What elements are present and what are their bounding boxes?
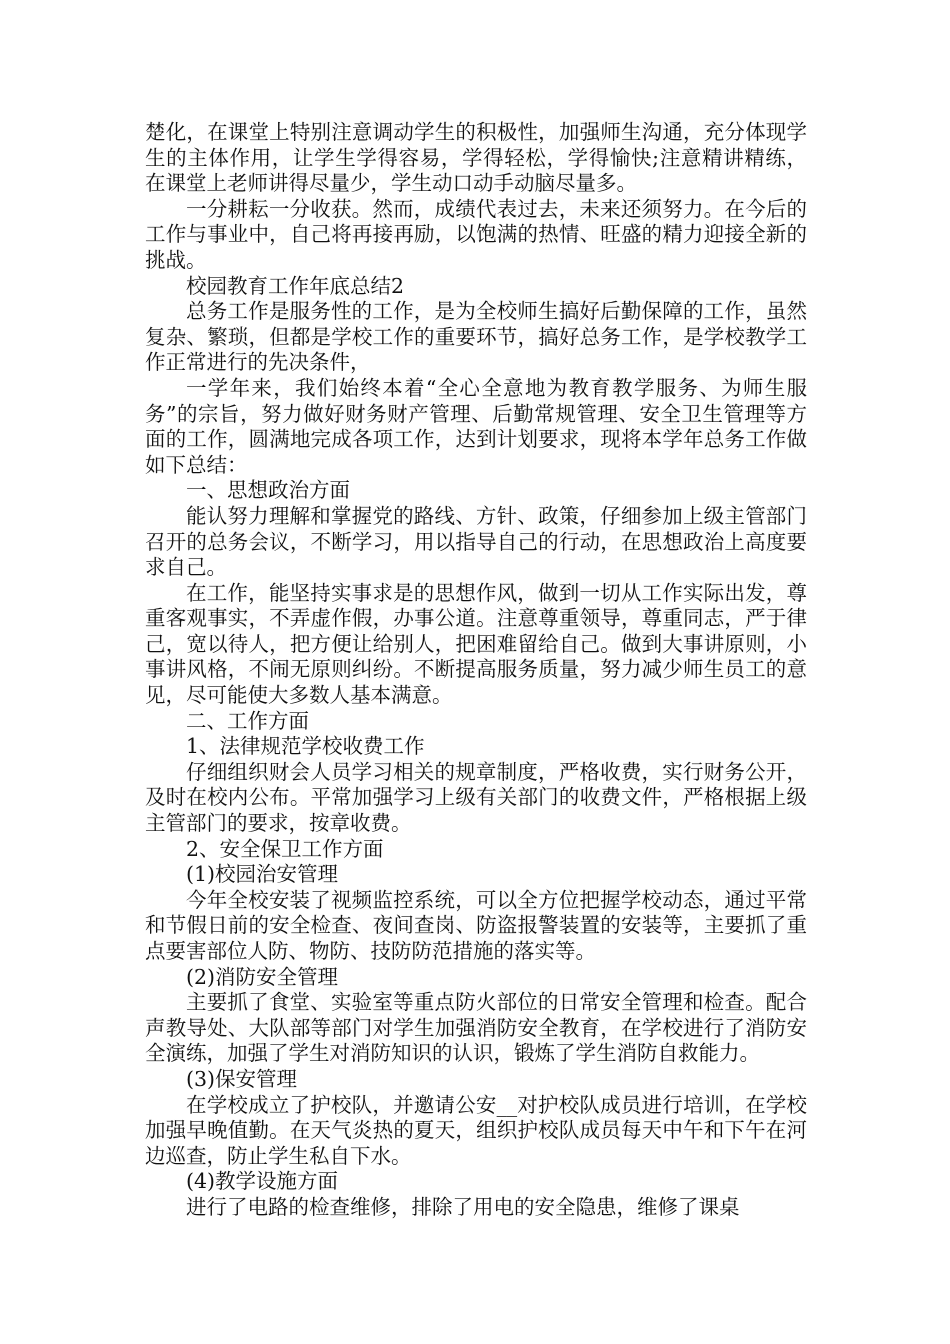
paragraph-fire-safety: 主要抓了食堂、实验室等重点防火部位的日常安全管理和检查。配合声教导处、大队部等部门对学生加强消防安全教育，在学校进行了消防安全演练，加强了学生对消防知识的认识，锻炼了学生消防自救能力。 xyxy=(145,990,807,1066)
paragraph-summary: 一学年来，我们始终本着“全心全意地为教育教学服务、为师生服务”的宗旨，努力做好财务财产管理、后勤常规管理、安全卫生管理等方面的工作，圆满地完成各项工作，达到计划要求，现将本学年总务工作做如下总结： xyxy=(145,375,807,477)
heading-facilities: (4)教学设施方面 xyxy=(186,1169,339,1194)
paragraph-campus-security: 今年全校安装了视频监控系统，可以全方位把握学校动态，通过平常和节假日前的安全检查、夜间查岗、防盗报警装置的安装等，主要抓了重点要害部位人防、物防、技防防范措施的落实等。 xyxy=(145,887,807,963)
document-page xyxy=(145,120,807,1221)
heading-safety: 2、安全保卫工作方面 xyxy=(186,836,384,861)
paragraph-intro: 总务工作是服务性的工作，是为全校师生搞好后勤保障的工作，虽然复杂、繁琐，但都是学校工作的重要环节，搞好总务工作，是学校教学工作正常进行的先决条件， xyxy=(145,299,807,375)
paragraph-facilities: 进行了电路的检查维修，排除了用电的安全隐患，维修了课桌 xyxy=(186,1194,740,1219)
heading-work: 二、工作方面 xyxy=(186,708,309,733)
paragraph-continuation: 楚化，在课堂上特别注意调动学生的积极性，加强师生沟通，充分体现学生的主体作用，让学生学得容易，学得轻松，学得愉快;注意精讲精练，在课堂上老师讲得尽量少，学生动口动手动脑尽量多。 xyxy=(145,120,807,196)
paragraph-fees: 仔细组织财会人员学习相关的规章制度，严格收费，实行财务公开，及时在校内公布。平常加强学习上级有关部门的收费文件，严格根据上级主管部门的要求，按章收费。 xyxy=(145,759,807,836)
heading-fees: 1、法律规范学校收费工作 xyxy=(186,734,425,759)
section-title: 校园教育工作年底总结2 xyxy=(186,273,405,298)
paragraph-work-style: 在工作，能坚持实事求是的思想作风，做到一切从工作实际出发，尊重客观事实，不弄虚作假，办事公道。注意尊重领导，尊重同志，严于律己，宽以待人，把方便让给别人，把困难留给自己。做到大事讲原则，小事讲风格，不闹无原则纠纷。不断提高服务质量，努力减少师生员工的意见，尽可能使大多数人基本满意。 xyxy=(145,580,807,708)
heading-fire-safety: (2)消防安全管理 xyxy=(186,964,339,989)
heading-ideology: 一、思想政治方面 xyxy=(186,478,350,503)
paragraph-conclusion: 一分耕耘一分收获。然而，成绩代表过去，未来还须努力。在今后的工作与事业中，自己将再接再励，以饱满的热情、旺盛的精力迎接全新的挑战。 xyxy=(145,196,807,272)
heading-campus-security: (1)校园治安管理 xyxy=(186,862,339,887)
heading-guard: (3)保安管理 xyxy=(186,1066,298,1091)
paragraph-guard: 在学校成立了护校队，并邀请公安__对护校队成员进行培训，在学校加强早晚值勤。在天气炎热的夏天，组织护校队成员每天中午和下午在河边巡查，防止学生私自下水。 xyxy=(145,1092,807,1168)
paragraph-ideology: 能认努力理解和掌握党的路线、方针、政策，仔细参加上级主管部门召开的总务会议，不断学习，用以指导自己的行动，在思想政治上高度要求自己。 xyxy=(145,503,807,580)
